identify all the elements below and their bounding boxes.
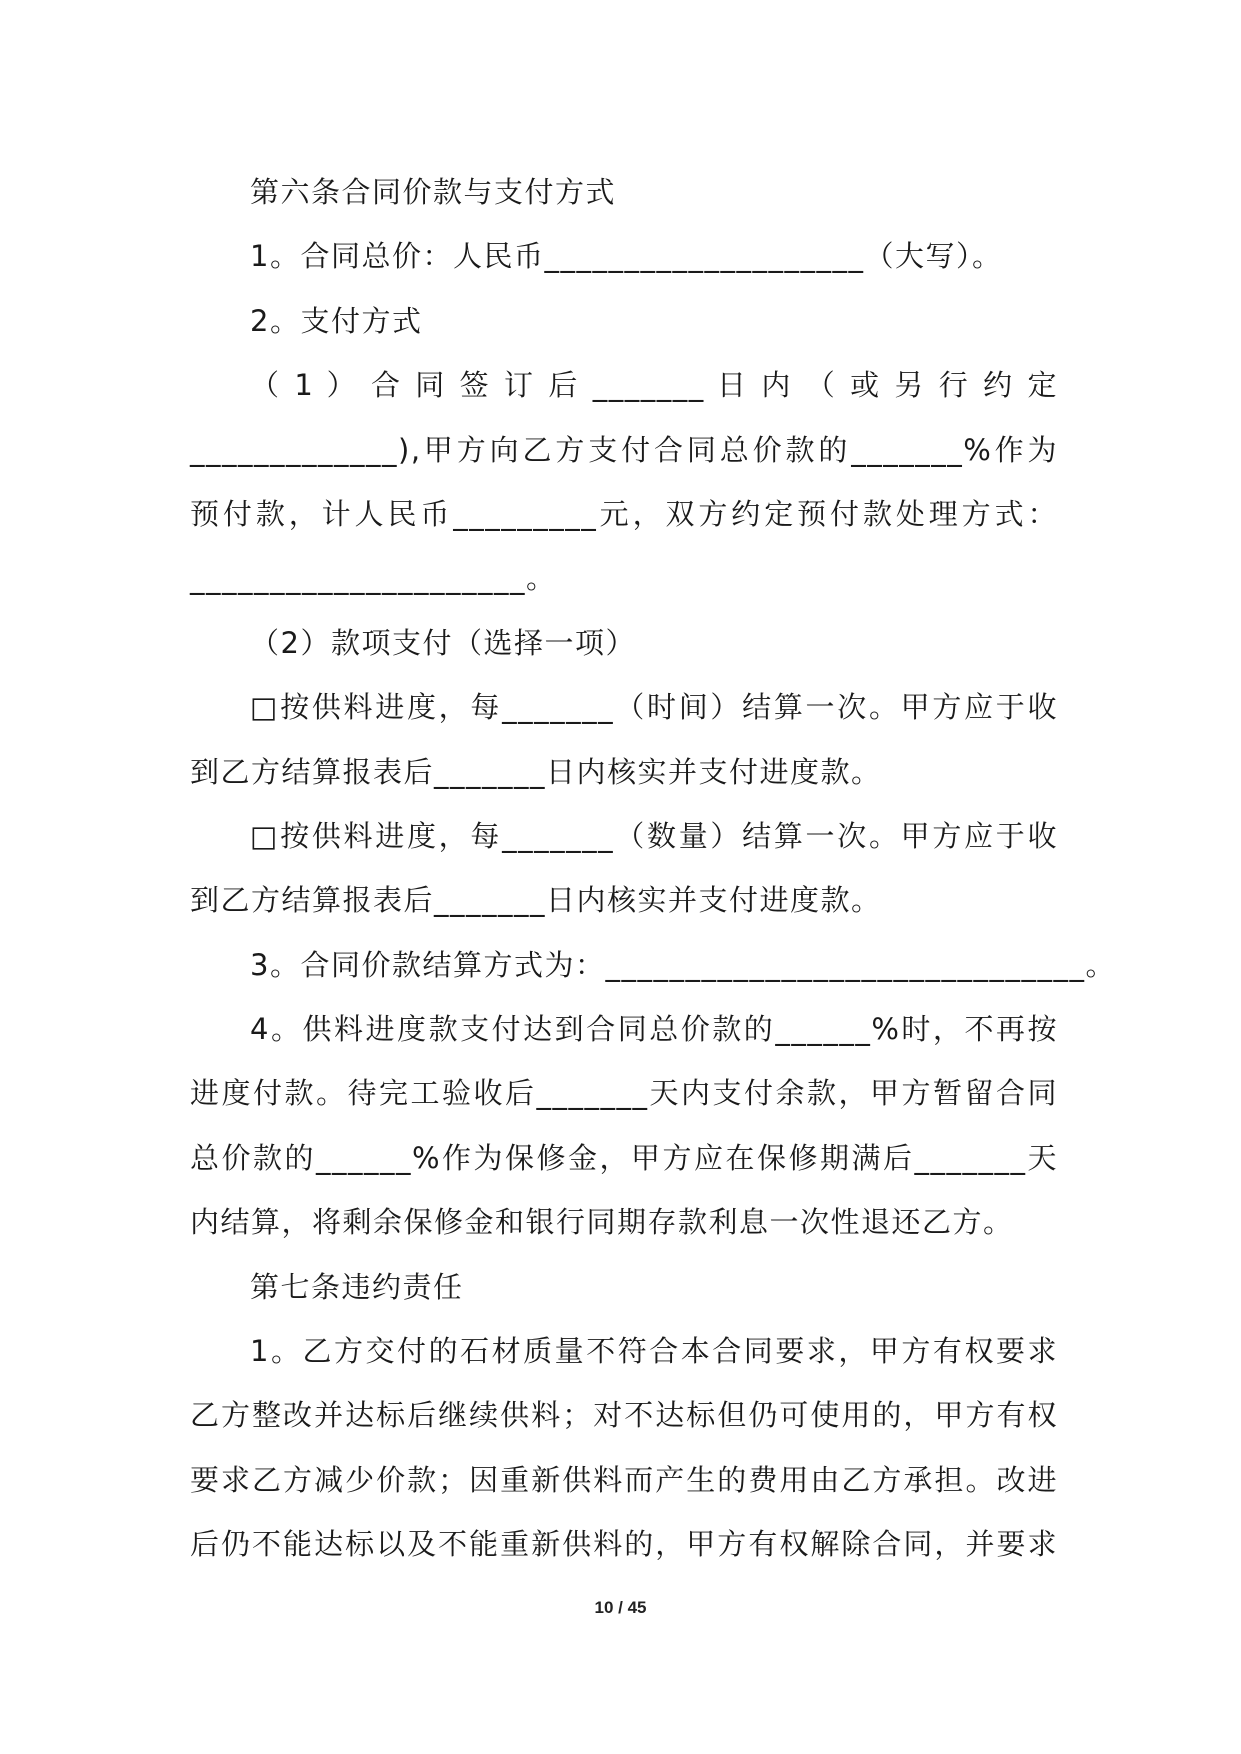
text-line: 总价款的______%作为保修金，甲方应在保修期满后_______天 [190, 1140, 1058, 1175]
article-7-heading: 第七条违约责任 [250, 1269, 464, 1304]
text-line: 乙方整改并达标后继续供料；对不达标但仍可使用的，甲方有权 [190, 1398, 1058, 1433]
article-6-heading: 第六条合同价款与支付方式 [250, 175, 617, 209]
text-line: 4。供料进度款支付达到合同总价款的______%时，不再按 [250, 1012, 1058, 1047]
text-line: 1。合同总价：人民币____________________（大写）。 [250, 239, 1003, 274]
text-line: （2）款项支付（选择一项） [250, 625, 636, 660]
text-line: _____________________。 [190, 561, 557, 596]
checkbox-option-line: □按供料进度，每_______（数量）结算一次。甲方应于收 [250, 818, 1058, 853]
text-line: 2。支付方式 [250, 303, 423, 338]
text-line: 到乙方结算报表后_______日内核实并支付进度款。 [190, 883, 882, 918]
text-line: 到乙方结算报表后_______日内核实并支付进度款。 [190, 754, 882, 789]
checkbox-option-line: □按供料进度，每_______（时间）结算一次。甲方应于收 [250, 690, 1058, 725]
text-line: _____________),甲方向乙方支付合同总价款的_______%作为 [190, 432, 1058, 467]
text-line: 后仍不能达标以及不能重新供料的，甲方有权解除合同，并要求 [190, 1527, 1058, 1562]
page-number: 10 / 45 [594, 1598, 647, 1617]
text-line: 3。合同价款结算方式为：______________________________。 [250, 947, 1116, 982]
text-line: 1。乙方交付的石材质量不符合本合同要求，甲方有权要求 [250, 1334, 1058, 1369]
text-line: 预付款，计人民币_________元，双方约定预付款处理方式： [190, 496, 1058, 531]
document-body [190, 160, 1116, 1577]
text-line: 要求乙方减少价款；因重新供料而产生的费用由乙方承担。改进 [190, 1462, 1058, 1497]
text-line: （ 1 ） 合 同 签 订 后 _______ 日 内 （ 或 另 行 约 定 [250, 368, 1058, 403]
text-line: 进度付款。待完工验收后_______天内支付余款，甲方暂留合同 [190, 1076, 1058, 1111]
text-line: 内结算，将剩余保修金和银行同期存款利息一次性退还乙方。 [190, 1205, 1014, 1240]
